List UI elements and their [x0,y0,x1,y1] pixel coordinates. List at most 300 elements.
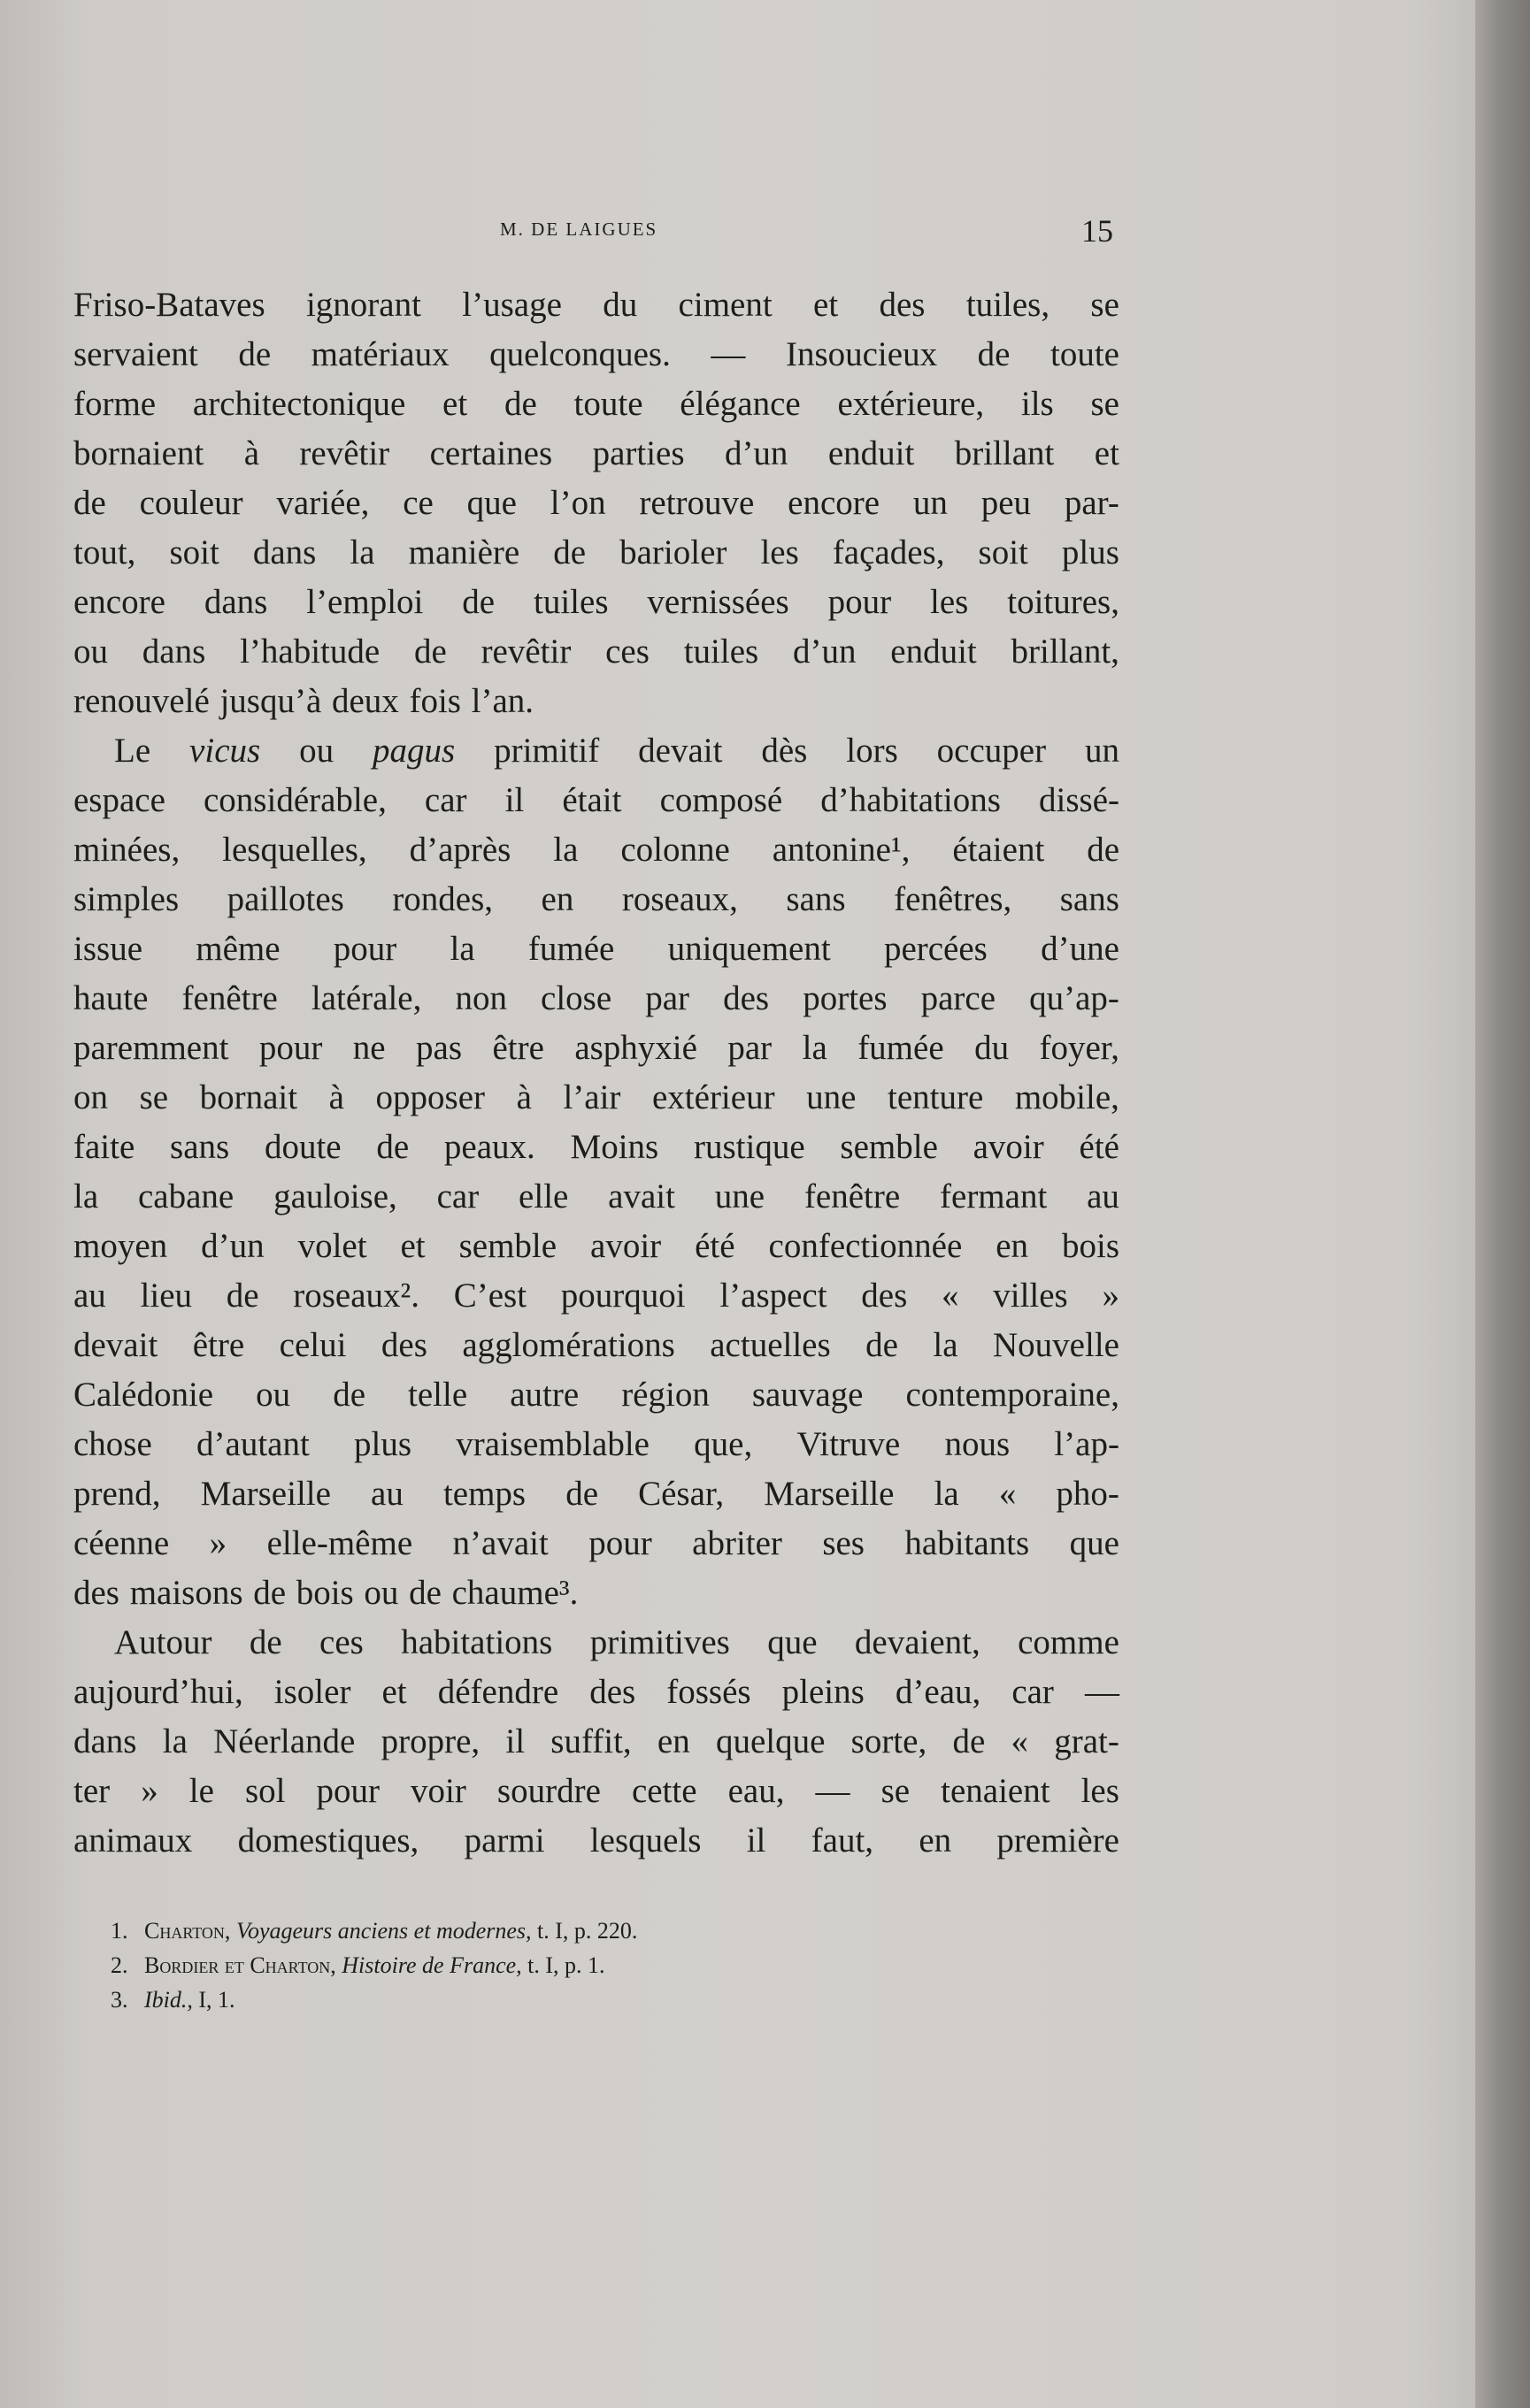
word: toute [1049,335,1119,373]
word: de [565,1475,599,1513]
word: de [952,1722,986,1760]
word: pour [258,1029,323,1067]
word: minées, [73,831,181,869]
word: d’eau, [895,1673,981,1711]
word: des [73,1574,119,1612]
word: que [767,1623,818,1661]
word: dès [761,732,808,770]
word: du [974,1029,1010,1067]
word: pho- [1056,1475,1119,1513]
word: « [1011,1722,1028,1760]
word: car [424,781,467,819]
word: primitives [589,1623,730,1661]
word: portes [803,979,888,1017]
word: parties [592,434,685,472]
word: moyen [73,1227,168,1265]
word: qu’ap- [1029,979,1119,1017]
word: prend, [73,1475,161,1513]
word: à [328,1078,344,1116]
word: issue [73,930,142,968]
word: Marseille [200,1475,331,1513]
word: Nouvelle [993,1326,1119,1364]
word: quelque [715,1722,826,1760]
word: tout, [73,533,136,571]
footnote-reference: I, 1. [192,1987,235,2013]
word: suffit, [550,1722,632,1760]
word: mobile, [1014,1078,1119,1116]
word: de [553,533,587,571]
word: il [505,1722,526,1760]
word: et [1094,434,1119,472]
word: vraisemblable [456,1425,650,1463]
running-head: M. DE LAIGUES [500,219,658,240]
footnote [111,1948,637,1982]
word: au [371,1475,404,1513]
word: que [1069,1524,1119,1562]
word: Autour [114,1623,212,1661]
word: de [865,1326,898,1364]
word: une [806,1078,857,1116]
word: Insoucieux [785,335,938,373]
text-line [73,1668,1119,1717]
text-line [73,1420,1119,1469]
word: habitants [904,1524,1030,1562]
word: la [933,1326,958,1364]
word: de [376,1128,410,1166]
word: primitif [494,732,600,770]
footnote-title: Histoire de France, [342,1952,522,1978]
word: de [1087,831,1119,869]
word: doute [264,1128,342,1166]
word: lesquelles, [222,831,367,869]
footnote [111,1982,637,2017]
text-line [73,974,1119,1024]
word: antonine¹, [772,831,911,869]
word: et [442,385,468,423]
word: enduit [827,434,915,472]
word: espace [73,781,165,819]
word: de [253,1574,287,1612]
word: des [381,1326,427,1364]
word: brillant, [1011,633,1119,671]
word: car [436,1177,480,1216]
word: uniquement [667,930,831,968]
word: ne [352,1029,386,1067]
word: car [1011,1673,1054,1711]
word: Friso-Bataves [73,286,265,324]
word: plus [1061,533,1119,571]
word: lors [846,732,898,770]
word: temps [442,1475,527,1513]
word: chaume³. [451,1574,579,1612]
word: animaux [73,1821,193,1860]
word: devait [73,1326,158,1364]
word: défendre [437,1673,559,1711]
word: première [996,1821,1119,1860]
word: dans [204,583,268,621]
word: gauloise, [273,1177,397,1216]
word: roseaux, [621,880,738,918]
word: céenne [73,1524,170,1562]
word: fenêtres, [894,880,1012,918]
word: autre [510,1376,580,1414]
word: habitations [401,1623,553,1661]
word: il [504,781,525,819]
word: bois [296,1574,354,1612]
footnote-title: Ibid., [144,1987,193,2013]
word: non [455,979,507,1017]
word: propre, [381,1722,481,1760]
word: avait [608,1177,675,1216]
word: » [209,1524,227,1562]
word: elle-même [266,1524,413,1562]
word: « [942,1277,959,1315]
word: pour [316,1772,380,1810]
word: sans [786,880,846,918]
word: forme [73,385,157,423]
word: devait [638,732,723,770]
word: à [516,1078,532,1116]
word: pourquoi [560,1277,686,1315]
word: fermant [940,1177,1048,1216]
word: C’est [453,1277,527,1315]
word: ou [256,1376,291,1414]
word: dans [73,1722,137,1760]
word: actuelles [710,1326,831,1364]
word: pagus [373,732,456,770]
text-line [73,1568,1119,1618]
word: Le [114,732,151,770]
word: dans [142,633,206,671]
word: la [162,1722,188,1760]
word: pour [333,930,397,968]
text-line [73,1321,1119,1370]
word: isoler [273,1673,351,1711]
word: cabane [137,1177,234,1216]
word: composé [659,781,783,819]
word: haute [73,979,149,1017]
word: revêtir [481,633,572,671]
word: matériaux [311,335,450,373]
word: ou [299,732,334,770]
word: le [188,1772,214,1810]
word: en [996,1227,1029,1265]
word: retrouve [639,484,755,522]
word: extérieur [651,1078,775,1116]
word: occuper [936,732,1047,770]
word: plus [354,1425,412,1463]
word: l’on [550,484,606,522]
word: architectonique [192,385,406,423]
word: lieu [140,1277,193,1315]
word: telle [408,1376,468,1414]
word: pour [827,583,892,621]
word: » [1102,1277,1119,1315]
page-gutter-shadow [1475,0,1530,2408]
word: toute [573,385,643,423]
word: des [879,286,926,324]
word: sourdre [496,1772,601,1810]
word: pleins [781,1673,865,1711]
text-line [73,1469,1119,1519]
word: Moins [570,1128,659,1166]
word: grat- [1054,1722,1119,1760]
word: quelconques. [489,335,671,373]
word: de [333,1376,365,1414]
word: ou [364,1574,399,1612]
word: l’air [563,1078,621,1116]
text-line [73,380,1119,429]
word: la [450,930,475,968]
word: ses [822,1524,865,1562]
word: ils [1020,385,1054,423]
word: dans [252,533,317,571]
word: ciment [678,286,773,324]
word: élégance [680,385,801,423]
word: semble [458,1227,557,1265]
word: de [73,484,106,522]
word: sans [1059,880,1119,918]
word: façades, [832,533,945,571]
word: avoir [973,1128,1044,1166]
word: chose [73,1425,152,1463]
word: asphyxié [574,1029,697,1067]
word: manière [408,533,520,571]
word: l’emploi [306,583,424,621]
word: la [802,1029,827,1067]
word: — [1084,1673,1119,1711]
word: tuiles [534,583,609,621]
word: de [504,385,537,423]
word: la [553,831,579,869]
word: Vitruve [796,1425,901,1463]
word: bois [1061,1227,1119,1265]
word: de [226,1277,259,1315]
word: avoir [590,1227,662,1265]
word: une [714,1177,765,1216]
word: villes [993,1277,1068,1315]
word: colonne [620,831,730,869]
word: se [1090,385,1119,423]
word: au [73,1277,106,1315]
word: ces [605,633,650,671]
word: ignorant [305,286,421,324]
word: des [723,979,770,1017]
text-line [73,875,1119,924]
word: tuiles [683,633,759,671]
word: la [73,1177,99,1216]
word: à [243,434,259,472]
text-line [73,1370,1119,1420]
word: foyer, [1039,1029,1119,1067]
word: d’un [792,633,857,671]
footnote-author: Bordier et Charton, [144,1952,336,1978]
word: fumée [857,1029,944,1067]
word: encore [788,484,880,522]
word: d’autant [196,1425,310,1463]
word: confectionnée [768,1227,963,1265]
word: volet [297,1227,367,1265]
text-line [73,776,1119,825]
word: de [977,335,1011,373]
word: par [727,1029,773,1067]
word: latérale, [311,979,422,1017]
word: roseaux². [293,1277,419,1315]
word: fenêtre [803,1177,901,1216]
text-line [73,1618,1119,1668]
word: jusqu’à [219,682,322,720]
word: opposer [375,1078,486,1116]
word: l’usage [462,286,562,324]
word: rondes, [392,880,494,918]
word: Néerlande [213,1722,356,1760]
word: de [238,335,272,373]
word: d’après [409,831,511,869]
word: fois [409,682,461,720]
word: sol [244,1772,286,1810]
word: étaient [952,831,1045,869]
word: sauvage [751,1376,864,1414]
footnote-number: 3. [111,1987,128,2013]
word: pas [416,1029,463,1067]
word: par- [1064,484,1119,522]
word: vicus [189,732,261,770]
text-line [73,677,1119,726]
word: paremment [73,1029,229,1067]
word: en [919,1821,952,1860]
word: l’habitude [240,633,381,671]
word: percées [883,930,988,968]
text-line [73,479,1119,528]
word: soit [978,533,1028,571]
text-line [73,627,1119,677]
word: fenêtre [181,979,278,1017]
word: soit [169,533,219,571]
word: ce [403,484,434,522]
word: encore [73,583,165,621]
text-line [73,825,1119,875]
word: être [192,1326,245,1364]
word: Marseille [764,1475,895,1513]
word: sans [170,1128,230,1166]
word: l’aspect [719,1277,827,1315]
word: voir [411,1772,466,1810]
word: été [695,1227,735,1265]
text-line [73,1519,1119,1568]
text-line [73,528,1119,578]
word: eau, [727,1772,785,1810]
word: et [381,1673,407,1711]
word: en [657,1722,690,1760]
word: revêtir [299,434,390,472]
word: deux [331,682,399,720]
word: l’ap- [1054,1425,1119,1463]
word: de [413,633,447,671]
text-line [73,429,1119,479]
word: — [815,1772,850,1810]
word: peaux. [443,1128,535,1166]
word: les [760,533,799,571]
word: considérable, [204,781,387,819]
body-text [73,280,1119,1866]
word: la [350,533,375,571]
word: vernissées [647,583,789,621]
word: variée, [276,484,370,522]
word: servaient [73,335,198,373]
footnote [111,1913,637,1948]
word: ter [73,1772,111,1810]
word: barioler [619,533,727,571]
word: fossés [666,1673,751,1711]
word: et [813,286,839,324]
word: dissé- [1039,781,1119,819]
text-line [73,330,1119,380]
word: même [196,930,281,968]
word: close [541,979,612,1017]
word: se [139,1078,169,1116]
word: la [934,1475,959,1513]
word: ces [319,1623,364,1661]
footnote-number: 1. [111,1918,128,1944]
text-line [73,578,1119,627]
word: aujourd’hui, [73,1673,243,1711]
text-line [73,1717,1119,1767]
word: domestiques, [237,1821,419,1860]
word: certaines [429,434,553,472]
word: bornaient [73,434,204,472]
word: d’une [1041,930,1119,968]
word: que [466,484,517,522]
word: — [711,335,746,373]
footnotes [111,1913,637,2017]
word: faut, [811,1821,874,1860]
word: Calédonie [73,1376,214,1414]
word: d’un [724,434,788,472]
word: d’un [201,1227,265,1265]
text-line [73,924,1119,974]
word: paillotes [227,880,344,918]
word: » [141,1772,158,1810]
word: toitures, [1007,583,1119,621]
word: simples [73,880,180,918]
word: région [621,1376,710,1414]
footnote-title: Voyageurs anciens et modernes, [235,1918,532,1944]
word: par [645,979,690,1017]
word: se [1090,286,1119,324]
word: sorte, [850,1722,927,1760]
word: de [409,1574,442,1612]
word: faite [73,1128,135,1166]
word: devaient, [854,1623,980,1661]
page-number: 15 [1081,213,1113,249]
word: était [562,781,622,819]
word: abriter [692,1524,782,1562]
word: n’avait [452,1524,549,1562]
text-line [73,1024,1119,1073]
word: été [1079,1128,1119,1166]
word: rustique [694,1128,805,1166]
word: parmi [464,1821,545,1860]
text-line [73,1073,1119,1123]
text-line [73,1816,1119,1866]
word: tenture [888,1078,984,1116]
text-line [73,1271,1119,1321]
word: les [1080,1772,1119,1810]
word: parce [920,979,996,1017]
word: et [400,1227,426,1265]
word: un [912,484,948,522]
word: renouvelé [73,682,210,720]
